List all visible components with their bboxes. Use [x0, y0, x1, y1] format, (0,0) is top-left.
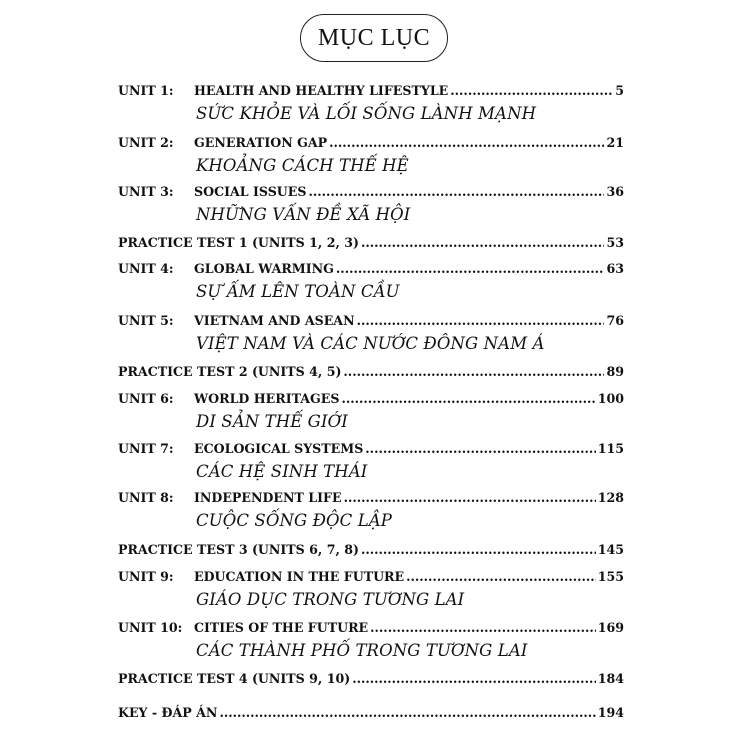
page-number: 5	[615, 83, 624, 98]
unit-subtitle: DI SẢN THẾ GIỚI	[196, 412, 348, 431]
page-number: 184	[597, 671, 624, 686]
dot-leader	[352, 671, 596, 686]
toc-entry-answer-key[interactable]	[118, 705, 624, 727]
toc-entry-practice-test-1[interactable]	[118, 235, 624, 257]
unit-subtitle: KHOẢNG CÁCH THẾ HỆ	[196, 156, 409, 175]
page-number: 155	[597, 569, 624, 584]
unit-subtitle: NHỮNG VẤN ĐỀ XÃ HỘI	[196, 205, 411, 224]
toc-entry-unit-3[interactable]	[118, 184, 624, 206]
toc-entry-practice-test-2[interactable]	[118, 364, 624, 386]
toc-entry-unit-1[interactable]	[118, 83, 624, 105]
dot-leader	[450, 83, 613, 98]
unit-title: GENERATION GAP	[194, 135, 328, 150]
dot-leader	[219, 705, 595, 720]
unit-subtitle: GIÁO DỤC TRONG TƯƠNG LAI	[196, 590, 465, 609]
page-number: 128	[597, 490, 624, 505]
dot-leader	[343, 364, 604, 379]
unit-number: UNIT 6:	[118, 391, 174, 406]
page-number: 145	[597, 542, 624, 557]
toc-entry-unit-5[interactable]	[118, 313, 624, 335]
page-number: 76	[606, 313, 624, 328]
toc-entry-unit-10[interactable]	[118, 620, 624, 642]
dot-leader	[365, 441, 595, 456]
unit-number: UNIT 2:	[118, 135, 174, 150]
page-number: 36	[606, 184, 624, 199]
dot-leader	[336, 261, 605, 276]
unit-number: UNIT 8:	[118, 490, 174, 505]
unit-title: INDEPENDENT LIFE	[194, 490, 342, 505]
practice-test-title: PRACTICE TEST 1 (UNITS 1, 2, 3)	[118, 235, 359, 250]
unit-title: VIETNAM AND ASEAN	[194, 313, 355, 328]
dot-leader	[361, 542, 596, 557]
dot-leader	[344, 490, 596, 505]
page-number: 21	[606, 135, 624, 150]
unit-number: UNIT 10:	[118, 620, 183, 635]
unit-number: UNIT 5:	[118, 313, 174, 328]
unit-title: EDUCATION IN THE FUTURE	[194, 569, 405, 584]
page-number: 63	[606, 261, 624, 276]
unit-number: UNIT 3:	[118, 184, 174, 199]
practice-test-title: PRACTICE TEST 4 (UNITS 9, 10)	[118, 671, 351, 686]
dot-leader	[370, 620, 596, 635]
page-number: 53	[606, 235, 624, 250]
toc-entry-unit-6[interactable]	[118, 391, 624, 413]
page-number: 89	[606, 364, 624, 379]
page-number: 115	[597, 441, 624, 456]
toc-entry-unit-2[interactable]	[118, 135, 624, 157]
unit-title: WORLD HERITAGES	[194, 391, 340, 406]
unit-number: UNIT 4:	[118, 261, 174, 276]
unit-title: GLOBAL WARMING	[194, 261, 334, 276]
toc-title: MỤC LỤC	[317, 24, 431, 51]
practice-test-title: PRACTICE TEST 2 (UNITS 4, 5)	[118, 364, 342, 379]
unit-title: HEALTH AND HEALTHY LIFESTYLE	[194, 83, 449, 98]
page-number: 169	[597, 620, 624, 635]
unit-number: UNIT 7:	[118, 441, 174, 456]
practice-test-title: PRACTICE TEST 3 (UNITS 6, 7, 8)	[118, 542, 359, 557]
unit-subtitle: CÁC THÀNH PHỐ TRONG TƯƠNG LAI	[196, 641, 528, 660]
unit-subtitle: CUỘC SỐNG ĐỘC LẬP	[196, 511, 393, 530]
dot-leader	[329, 135, 604, 150]
dot-leader	[406, 569, 596, 584]
dot-leader	[357, 313, 605, 328]
toc-entry-practice-test-4[interactable]	[118, 671, 624, 693]
unit-subtitle: SỰ ẤM LÊN TOÀN CẦU	[196, 282, 400, 301]
toc-entry-unit-7[interactable]	[118, 441, 624, 463]
unit-number: UNIT 1:	[118, 83, 174, 98]
toc-entry-unit-8[interactable]	[118, 490, 624, 512]
page-number: 194	[597, 705, 624, 720]
unit-title: CITIES OF THE FUTURE	[194, 620, 369, 635]
unit-title: ECOLOGICAL SYSTEMS	[194, 441, 364, 456]
toc-entry-unit-9[interactable]	[118, 569, 624, 591]
dot-leader	[361, 235, 605, 250]
unit-subtitle: VIỆT NAM VÀ CÁC NƯỚC ĐÔNG NAM Á	[196, 334, 545, 353]
unit-title: SOCIAL ISSUES	[194, 184, 307, 199]
toc-entry-practice-test-3[interactable]	[118, 542, 624, 564]
unit-subtitle: CÁC HỆ SINH THÁI	[196, 462, 368, 481]
answer-key-title: KEY - ĐÁP ÁN	[118, 705, 218, 720]
dot-leader	[342, 391, 596, 406]
dot-leader	[308, 184, 604, 199]
unit-number: UNIT 9:	[118, 569, 174, 584]
table-of-contents	[118, 0, 624, 750]
toc-entry-unit-4[interactable]	[118, 261, 624, 283]
page-number: 100	[597, 391, 624, 406]
unit-subtitle: SỨC KHỎE VÀ LỐI SỐNG LÀNH MẠNH	[196, 104, 537, 123]
